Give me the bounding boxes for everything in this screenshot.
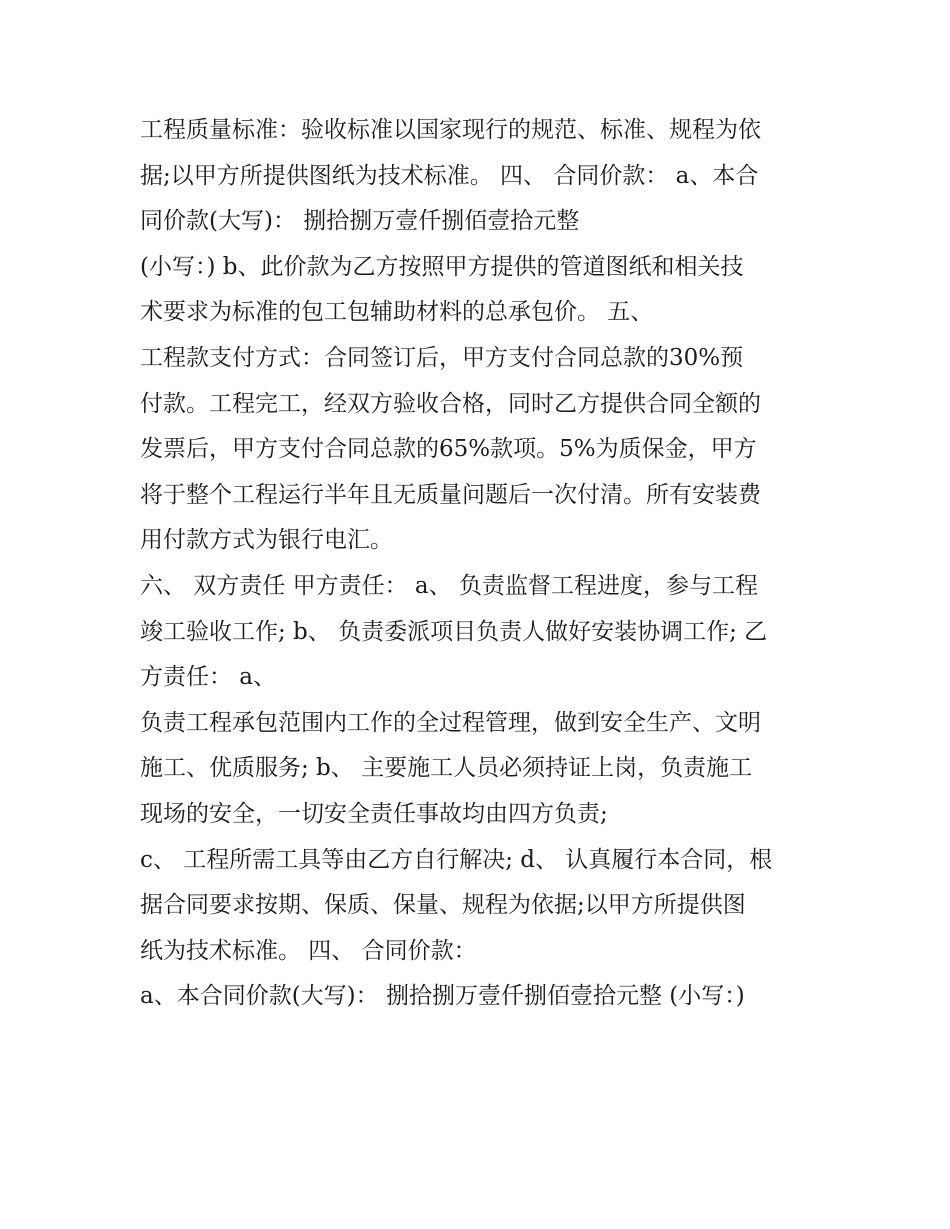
text-line-16: 现场的安全，一切安全责任事故均由四方负责; (140, 800, 608, 827)
text-line-14: 负责工程承包范围内工作的全过程管理，做到安全生产、文明 (140, 709, 761, 736)
text-line-6: 工程款支付方式：合同签订后，甲方支付合同总款的30%预 (140, 344, 744, 371)
text-line-11: 六、 双方责任 甲方责任： a、 负责监督工程进度，参与工程 (140, 572, 758, 599)
text-line-4: (小写：) b、此价款为乙方按照甲方提供的管道图纸和相关技 (140, 253, 744, 280)
text-line-12: 竣工验收工作; b、 负责委派项目负责人做好安装协调工作; 乙 (140, 618, 768, 645)
text-line-15: 施工、优质服务; b、 主要施工人员必须持证上岗，负责施工 (140, 755, 753, 782)
text-line-19: 纸为技术标准。 四、 合同价款： (140, 937, 477, 964)
text-line-5: 术要求为标准的包工包辅助材料的总承包价。 五、 (140, 299, 654, 326)
text-line-13: 方责任： a、 (140, 664, 277, 691)
text-line-17: c、 工程所需工具等由乙方自行解决; d、 认真履行本合同，根 (140, 846, 773, 873)
text-line-7: 付款。工程完工，经双方验收合格，同时乙方提供合同全额的 (140, 390, 761, 417)
text-line-2: 据;以甲方所提供图纸为技术标准。 四、 合同价款： a、本合 (140, 162, 759, 189)
text-line-18: 据合同要求按期、保质、保量、规程为依据;以甲方所提供图 (140, 892, 746, 919)
contract-text-body (140, 108, 820, 1020)
text-line-1: 工程质量标准：验收标准以国家现行的规范、标准、规程为依 (140, 117, 761, 143)
text-line-8: 发票后，甲方支付合同总款的65%款项。5%为质保金，甲方 (140, 436, 757, 463)
text-line-9: 将于整个工程运行半年且无质量问题后一次付清。所有安装费 (140, 481, 761, 508)
text-line-3: 同价款(大写)： 捌拾捌万壹仟捌佰壹拾元整 (140, 208, 580, 235)
text-line-20: a、本合同价款(大写)： 捌拾捌万壹仟捌佰壹拾元整 (小写：) (140, 983, 745, 1010)
text-line-10: 用付款方式为银行电汇。 (140, 527, 393, 554)
